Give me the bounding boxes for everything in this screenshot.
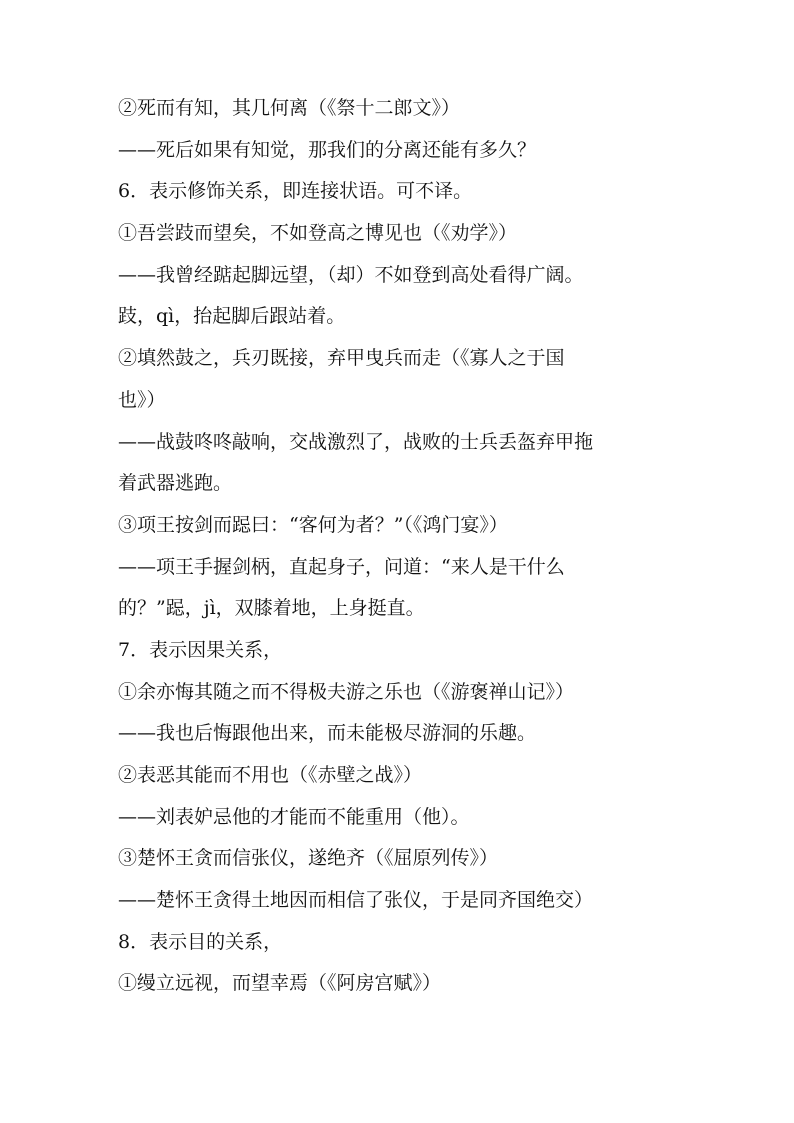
text-line: ①吾尝跂而望矣，不如登高之博见也（《劝学》）: [118, 222, 518, 245]
text-line: ——死后如果有知觉，那我们的分离还能有多久？: [118, 138, 537, 161]
text-line: ③楚怀王贪而信张仪，遂绝齐（《屈原列传》）: [118, 847, 499, 870]
text-line: ——楚怀王贪得土地因而相信了张仪，于是同齐国绝交）: [118, 889, 594, 912]
text-line: ②死而有知，其几何离（《祭十二郎文》）: [118, 97, 461, 119]
text-line: ③项王按剑而跽曰：“客何为者？”（《鸿门宴》）: [118, 513, 508, 536]
text-line: ——我也后悔跟他出来，而未能极尽游洞的乐趣。: [118, 722, 537, 745]
text-line: ①缦立远视，而望幸焉（《阿房宫赋》）: [118, 972, 442, 995]
section-heading: 6．表示修饰关系，即连接状语。可不译。: [118, 180, 473, 203]
section-heading: 7．表示因果关系，: [118, 638, 283, 661]
text-line: ——战鼓咚咚敲响，交战激烈了，战败的士兵丢盔弃甲拖: [118, 430, 594, 453]
section-heading: 8．表示目的关系，: [118, 930, 283, 953]
text-line: 着武器逃跑。: [118, 472, 233, 495]
text-line: 的？”跽，jì，双膝着地，上身挺直。: [118, 597, 425, 620]
document-body: [118, 88, 678, 1005]
text-line: ——我曾经踮起脚远望，（却）不如登到高处看得广阔。: [118, 263, 584, 286]
text-line: ①余亦悔其随之而不得极夫游之乐也（《游褒禅山记》）: [118, 680, 575, 703]
text-line: 也》）: [118, 388, 166, 411]
text-line: ——项王手握剑柄，直起身子，问道：“来人是干什么: [118, 555, 565, 578]
text-line: ——刘表妒忌他的才能而不能重用（他）。: [118, 805, 470, 828]
text-line: 跂，qì，抬起脚后跟站着。: [118, 305, 346, 328]
text-line: ②填然鼓之，兵刃既接，弃甲曳兵而走（《寡人之于国: [118, 347, 565, 370]
text-line: ②表恶其能而不用也（《赤壁之战》）: [118, 764, 423, 786]
